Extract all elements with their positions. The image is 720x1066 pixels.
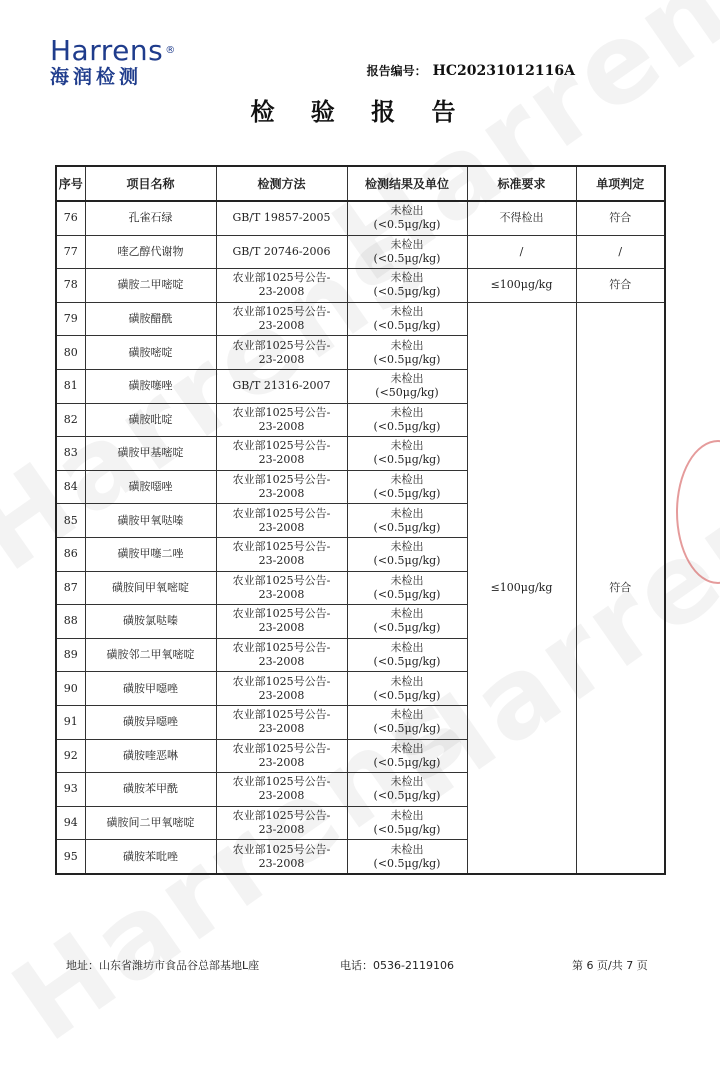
cell-item-name-text: 磺胺噁唑 [128, 480, 173, 494]
cell-result [347, 201, 467, 235]
cell-no [56, 537, 85, 571]
page-title: 检 验 报 告 [250, 98, 470, 126]
method-line-1: 农业部1025号公告- [232, 338, 331, 352]
method-line-2: 23-2008 [258, 285, 305, 299]
report-number [367, 62, 575, 79]
header-result: 检测结果及单位 [347, 166, 467, 201]
header-no: 序号 [56, 166, 85, 201]
cell-item-name [85, 336, 216, 370]
cell-verdict [576, 269, 665, 303]
cell-item-name [85, 739, 216, 773]
cell-item-name-text: 磺胺甲噻二唑 [117, 547, 184, 561]
cell-method [216, 605, 347, 639]
cell-result [347, 537, 467, 571]
header-verdict: 单项判定 [576, 166, 665, 201]
cell-no [56, 336, 85, 370]
method-line-2: 23-2008 [258, 822, 305, 836]
cell-no [56, 369, 85, 403]
cell-no-text: 89 [63, 648, 78, 662]
result-line-1: 未检出 [390, 607, 424, 621]
cell-method [216, 638, 347, 672]
cell-item-name [85, 470, 216, 504]
method-line-2: 23-2008 [258, 722, 305, 736]
method-line-1: 农业部1025号公告- [232, 540, 331, 554]
method-line-1: 农业部1025号公告- [232, 674, 331, 688]
cell-no [56, 840, 85, 874]
method-line-2: 23-2008 [258, 554, 305, 568]
result-line-2: (<50μg/kg) [375, 386, 439, 400]
verdict-text: / [618, 244, 623, 258]
cell-item-name-text: 磺胺醋酰 [128, 312, 173, 326]
method-line-1: GB/T 19857-2005 [232, 211, 331, 225]
result-line-2: (<0.5μg/kg) [373, 520, 441, 534]
cell-item-name-text: 磺胺二甲嘧啶 [117, 278, 184, 292]
method-line-1: 农业部1025号公告- [232, 439, 331, 453]
cell-no [56, 235, 85, 269]
result-line-2: (<0.5μg/kg) [373, 352, 441, 366]
cell-item-name-text: 磺胺苯吡唑 [123, 849, 178, 863]
logo-chinese: 海润检测 [50, 66, 143, 88]
cell-no-text: 91 [63, 715, 78, 729]
result-line-1: 未检出 [390, 842, 424, 856]
method-line-1: 农业部1025号公告- [232, 405, 331, 419]
result-line-2: (<0.5μg/kg) [373, 621, 441, 635]
cell-item-name [85, 201, 216, 235]
cell-item-name-text: 孔雀石绿 [128, 211, 173, 225]
cell-item-name [85, 302, 216, 336]
cell-result [347, 235, 467, 269]
cell-method [216, 470, 347, 504]
cell-method [216, 437, 347, 471]
report-number-label: 报告编号： [366, 64, 427, 78]
cell-no [56, 302, 85, 336]
cell-result [347, 672, 467, 706]
method-line-2: 23-2008 [258, 655, 305, 669]
cell-method [216, 302, 347, 336]
method-line-1: GB/T 20746-2006 [232, 244, 331, 258]
result-line-1: 未检出 [390, 540, 424, 554]
result-line-1: 未检出 [390, 741, 424, 755]
cell-result [347, 840, 467, 874]
cell-item-name-text: 磺胺喹恶啉 [123, 748, 178, 762]
header-item-name: 项目名称 [85, 166, 216, 201]
result-line-2: (<0.5μg/kg) [373, 755, 441, 769]
cell-no [56, 739, 85, 773]
method-line-2: 23-2008 [258, 755, 305, 769]
cell-no-text: 84 [63, 480, 78, 494]
table-row [56, 235, 665, 269]
table-header-row [56, 166, 665, 201]
cell-item-name [85, 403, 216, 437]
cell-item-name-text: 磺胺甲基嘧啶 [117, 446, 184, 460]
cell-no-text: 90 [63, 681, 78, 695]
table-row [56, 302, 665, 336]
result-line-1: 未检出 [390, 204, 424, 218]
verdict-text: 符合 [609, 211, 632, 225]
method-line-1: 农业部1025号公告- [232, 506, 331, 520]
result-line-2: (<0.5μg/kg) [373, 688, 441, 702]
result-line-1: 未检出 [390, 775, 424, 789]
cell-result [347, 437, 467, 471]
cell-item-name-text: 磺胺间二甲氧嘧啶 [106, 815, 195, 829]
cell-no [56, 470, 85, 504]
cell-item-name [85, 605, 216, 639]
cell-no [56, 571, 85, 605]
cell-method [216, 369, 347, 403]
cell-item-name [85, 269, 216, 303]
method-line-2: 23-2008 [258, 352, 305, 366]
result-line-1: 未检出 [390, 439, 424, 453]
method-line-1: 农业部1025号公告- [232, 271, 331, 285]
cell-method [216, 403, 347, 437]
cell-item-name [85, 537, 216, 571]
cell-no-text: 80 [63, 345, 78, 359]
cell-no-text: 93 [63, 782, 78, 796]
method-line-1: 农业部1025号公告- [232, 741, 331, 755]
cell-method [216, 504, 347, 538]
standard-text: ≤100μg/kg [490, 580, 553, 594]
cell-no [56, 437, 85, 471]
cell-method [216, 705, 347, 739]
results-table [55, 165, 666, 875]
cell-no [56, 806, 85, 840]
cell-result [347, 470, 467, 504]
cell-no-text: 83 [63, 446, 78, 460]
method-line-1: 农业部1025号公告- [232, 808, 331, 822]
cell-item-name [85, 638, 216, 672]
cell-no [56, 672, 85, 706]
method-line-1: 农业部1025号公告- [232, 775, 331, 789]
cell-item-name-text: 磺胺噻唑 [128, 379, 173, 393]
verdict-text: 符合 [609, 580, 632, 594]
method-line-1: GB/T 21316-2007 [232, 379, 331, 393]
cell-no-text: 85 [63, 513, 78, 527]
cell-item-name [85, 571, 216, 605]
method-line-2: 23-2008 [258, 419, 305, 433]
result-line-1: 未检出 [390, 405, 424, 419]
cell-result [347, 605, 467, 639]
table-row [56, 201, 665, 235]
result-line-2: (<0.5μg/kg) [373, 655, 441, 669]
cell-no [56, 638, 85, 672]
cell-result [347, 571, 467, 605]
cell-no [56, 269, 85, 303]
method-line-2: 23-2008 [258, 587, 305, 601]
cell-no-text: 76 [63, 211, 78, 225]
method-line-1: 农业部1025号公告- [232, 473, 331, 487]
cell-standard-merged [467, 302, 576, 874]
cell-verdict [576, 201, 665, 235]
method-line-1: 农业部1025号公告- [232, 708, 331, 722]
cell-method [216, 840, 347, 874]
verdict-text: 符合 [609, 278, 632, 292]
result-line-1: 未检出 [390, 674, 424, 688]
result-line-2: (<0.5μg/kg) [373, 251, 441, 265]
cell-standard [467, 269, 576, 303]
cell-item-name [85, 437, 216, 471]
table-body [56, 201, 665, 874]
cell-method [216, 672, 347, 706]
cell-item-name [85, 840, 216, 874]
cell-item-name [85, 773, 216, 807]
method-line-2: 23-2008 [258, 856, 305, 870]
result-line-1: 未检出 [390, 808, 424, 822]
result-line-2: (<0.5μg/kg) [373, 285, 441, 299]
result-line-1: 未检出 [390, 573, 424, 587]
cell-standard [467, 201, 576, 235]
header-standard: 标准要求 [467, 166, 576, 201]
logo-english: Harrens [50, 34, 164, 67]
method-line-2: 23-2008 [258, 688, 305, 702]
result-line-1: 未检出 [390, 506, 424, 520]
cell-item-name-text: 磺胺嘧啶 [128, 345, 173, 359]
result-line-1: 未检出 [390, 473, 424, 487]
cell-item-name-text: 磺胺苯甲酰 [123, 782, 178, 796]
cell-result [347, 806, 467, 840]
cell-no [56, 705, 85, 739]
cell-method [216, 773, 347, 807]
footer-address: 地址：山东省潍坊市食品谷总部基地L座 [66, 959, 260, 972]
result-line-2: (<0.5μg/kg) [373, 822, 441, 836]
stamp-seal [676, 440, 720, 584]
method-line-1: 农业部1025号公告- [232, 842, 331, 856]
cell-item-name [85, 369, 216, 403]
result-line-1: 未检出 [390, 338, 424, 352]
cell-no-text: 81 [63, 379, 78, 393]
cell-no [56, 504, 85, 538]
registered-mark: ® [165, 45, 176, 56]
result-line-1: 未检出 [390, 708, 424, 722]
cell-standard [467, 235, 576, 269]
cell-result [347, 504, 467, 538]
cell-result [347, 269, 467, 303]
cell-no-text: 82 [63, 412, 78, 426]
result-line-2: (<0.5μg/kg) [373, 856, 441, 870]
cell-verdict [576, 235, 665, 269]
cell-no-text: 86 [63, 547, 78, 561]
standard-text: ≤100μg/kg [490, 278, 553, 292]
method-line-1: 农业部1025号公告- [232, 641, 331, 655]
cell-no [56, 773, 85, 807]
cell-result [347, 638, 467, 672]
result-line-2: (<0.5μg/kg) [373, 487, 441, 501]
result-line-1: 未检出 [390, 372, 424, 386]
cell-no-text: 78 [63, 278, 78, 292]
cell-method [216, 571, 347, 605]
cell-item-name-text: 磺胺甲氧哒嗪 [117, 513, 184, 527]
cell-result [347, 369, 467, 403]
result-line-1: 未检出 [390, 237, 424, 251]
cell-item-name-text: 磺胺氯哒嗪 [123, 614, 178, 628]
cell-no-text: 92 [63, 748, 78, 762]
result-line-2: (<0.5μg/kg) [373, 587, 441, 601]
cell-result [347, 302, 467, 336]
result-line-2: (<0.5μg/kg) [373, 453, 441, 467]
cell-no-text: 94 [63, 815, 78, 829]
cell-method [216, 537, 347, 571]
cell-result [347, 739, 467, 773]
cell-method [216, 806, 347, 840]
cell-method [216, 269, 347, 303]
header-method: 检测方法 [216, 166, 347, 201]
company-logo [50, 36, 176, 88]
cell-result [347, 336, 467, 370]
cell-result [347, 403, 467, 437]
method-line-1: 农业部1025号公告- [232, 305, 331, 319]
table-row [56, 269, 665, 303]
method-line-2: 23-2008 [258, 453, 305, 467]
result-line-1: 未检出 [390, 641, 424, 655]
standard-text: 不得检出 [499, 211, 544, 225]
cell-item-name-text: 喹乙醇代谢物 [117, 244, 184, 258]
result-line-1: 未检出 [390, 271, 424, 285]
cell-no-text: 87 [63, 580, 78, 594]
result-line-2: (<0.5μg/kg) [373, 319, 441, 333]
cell-item-name [85, 705, 216, 739]
cell-no [56, 605, 85, 639]
result-line-2: (<0.5μg/kg) [373, 419, 441, 433]
result-line-2: (<0.5μg/kg) [373, 218, 441, 232]
footer-phone: 电话：0536-2119106 [340, 959, 454, 972]
cell-result [347, 773, 467, 807]
cell-method [216, 201, 347, 235]
method-line-2: 23-2008 [258, 621, 305, 635]
cell-no-text: 77 [63, 244, 78, 258]
method-line-1: 农业部1025号公告- [232, 573, 331, 587]
method-line-2: 23-2008 [258, 319, 305, 333]
cell-method [216, 739, 347, 773]
cell-no [56, 201, 85, 235]
result-line-1: 未检出 [390, 305, 424, 319]
cell-item-name [85, 806, 216, 840]
cell-item-name [85, 672, 216, 706]
method-line-2: 23-2008 [258, 789, 305, 803]
cell-verdict-merged [576, 302, 665, 874]
cell-item-name [85, 235, 216, 269]
cell-item-name-text: 磺胺吡啶 [128, 412, 173, 426]
cell-item-name [85, 504, 216, 538]
footer-page-number: 第 6 页/共 7 页 [572, 959, 648, 972]
cell-no [56, 403, 85, 437]
cell-method [216, 235, 347, 269]
cell-result [347, 705, 467, 739]
cell-method [216, 336, 347, 370]
result-line-2: (<0.5μg/kg) [373, 722, 441, 736]
cell-item-name-text: 磺胺异噁唑 [123, 715, 178, 729]
result-line-2: (<0.5μg/kg) [373, 554, 441, 568]
standard-text: / [519, 244, 524, 258]
cell-item-name-text: 磺胺甲噁唑 [123, 681, 178, 695]
report-number-value: HC20231012116A [432, 63, 575, 79]
cell-item-name-text: 磺胺邻二甲氧嘧啶 [106, 648, 195, 662]
result-line-2: (<0.5μg/kg) [373, 789, 441, 803]
method-line-2: 23-2008 [258, 487, 305, 501]
cell-item-name-text: 磺胺间甲氧嘧啶 [112, 580, 189, 594]
method-line-1: 农业部1025号公告- [232, 607, 331, 621]
cell-no-text: 79 [63, 312, 78, 326]
cell-no-text: 88 [63, 614, 78, 628]
cell-no-text: 95 [63, 849, 78, 863]
method-line-2: 23-2008 [258, 520, 305, 534]
